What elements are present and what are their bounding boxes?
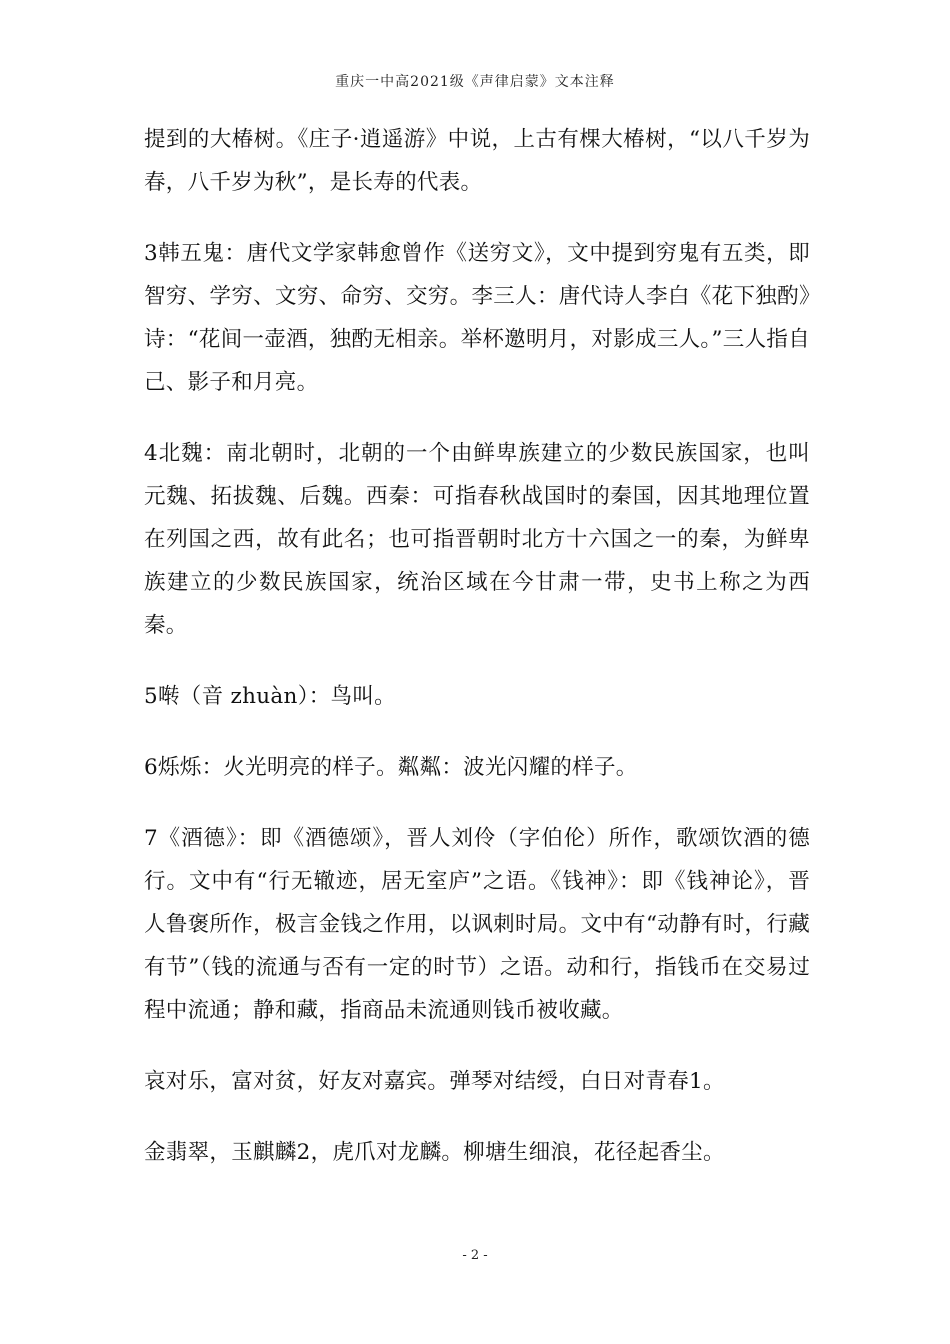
verse-line-1: 哀对乐，富对贫，好友对嘉宾。弹琴对结绶，白日对青春1。 (144, 1069, 725, 1094)
note-5: 5啭（音 zhuàn）：鸟叫。 (144, 684, 396, 709)
page-header: 重庆一中高2021级《声律启蒙》文本注释 (335, 74, 615, 90)
note-3: 3韩五鬼：唐代文学家韩愈曾作《送穷文》，文中提到穷鬼有五类，即智穷、学穷、文穷、命穷、交穷。李三人：唐代诗人李白《花下独酌》诗：“花间一壶酒，独酌无相亲。举杯邀明月，对影成三人。”三人指自己、影子和月亮。 (144, 241, 810, 395)
note-6: 6烁烁：火光明亮的样子。粼粼：波光闪耀的样子。 (144, 755, 638, 780)
note-4: 4北魏：南北朝时，北朝的一个由鲜卑族建立的少数民族国家，也叫元魏、拓拔魏、后魏。西秦：可指春秋战国时的秦国，因其地理位置在列国之西，故有此名；也可指晋朝时北方十六国之一的秦，为鲜卑族建立的少数民族国家，统治区域在今甘肃一带，史书上称之为西秦。 (144, 441, 810, 638)
note-7: 7《酒德》：即《酒德颂》，晋人刘伶（字伯伦）所作，歌颂饮酒的德行。文中有“行无辙迹，居无室庐”之语。《钱神》：即《钱神论》，晋人鲁褒所作，极言金钱之作用，以讽刺时局。文中有“动静有时，行藏有节”（钱的流通与否有一定的时节）之语。动和行，指钱币在交易过程中流通；静和藏，指商品未流通则钱币被收藏。 (144, 826, 810, 1023)
page-number: - 2 - (462, 1248, 488, 1263)
paragraph-continuation: 提到的大椿树。《庄子·逍遥游》中说，上古有棵大椿树，“以八千岁为春，八千岁为秋”，是长寿的代表。 (144, 127, 810, 195)
verse-line-2: 金翡翠，玉麒麟2，虎爪对龙麟。柳塘生细浪，花径起香尘。 (144, 1140, 725, 1165)
document-body (144, 118, 810, 1174)
